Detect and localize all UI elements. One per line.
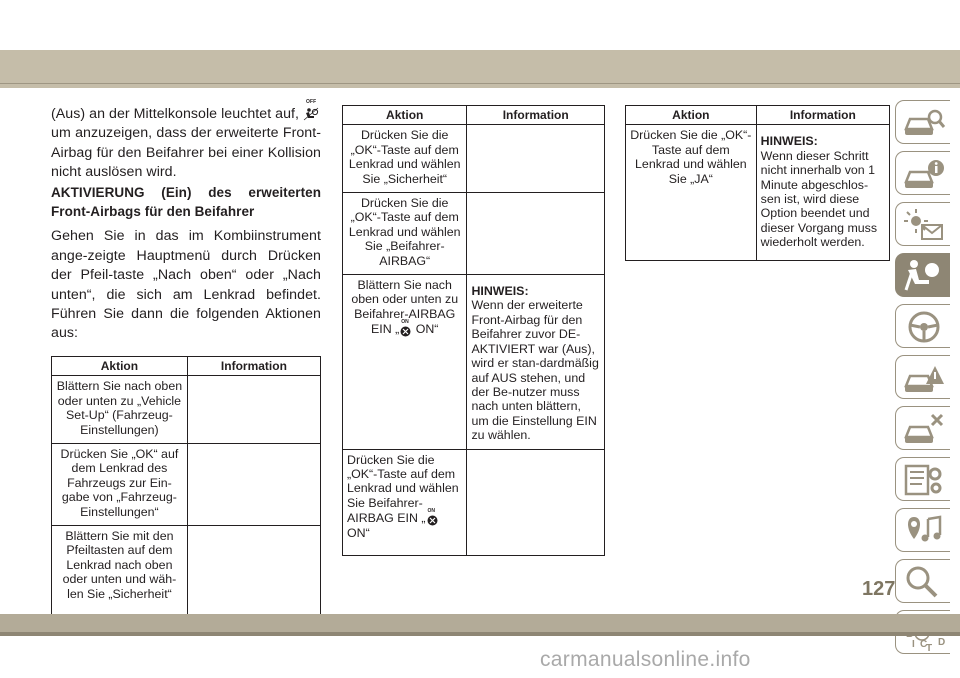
action-cell: Drücken Sie die „OK“-Taste auf dem Lenkrad und wählen Sie „Beifahrer-AIRBAG“ bbox=[343, 193, 467, 275]
action-cell: Blättern Sie mit den Pfeiltasten auf dem Lenkrad nach oben oder unten und wäh-len Sie „Sicherheit“ bbox=[52, 525, 188, 617]
row4-action-before: Drücken Sie die „OK“-Taste auf dem Lenkrad und wählen Sie Beifahrer-AIRBAG EIN „ bbox=[347, 452, 459, 526]
action-cell: Drücken Sie die „OK“-Taste auf dem Lenkrad und wählen Sie „JA“ bbox=[626, 125, 757, 260]
intro-rest: um anzuzeigen, dass der erweiterte Front-Airbag für den Beifahrer bei einer Kollision nicht auslösen wird. bbox=[51, 125, 321, 181]
bottom-decorative-band bbox=[0, 614, 960, 632]
page-number: 127 bbox=[862, 578, 896, 600]
tab-service[interactable] bbox=[895, 406, 950, 450]
tab-warning-lights[interactable] bbox=[895, 202, 950, 246]
info-cell bbox=[756, 125, 889, 260]
note-title: HINWEIS: bbox=[760, 134, 818, 149]
info-cell bbox=[187, 443, 320, 525]
airbag-on-icon: ON bbox=[426, 510, 439, 526]
action-cell bbox=[343, 449, 467, 555]
table1-header-info: Information bbox=[187, 356, 320, 375]
note-text: Wenn dieser Schritt nicht innerhalb von 1 Minute abgeschlos-sen ist, wird diese Option beendet und dieser Vorgang muss wiederholt werden. bbox=[760, 148, 878, 250]
search-index-icon bbox=[902, 564, 946, 600]
tab-specifications[interactable] bbox=[895, 457, 950, 501]
car-search-icon bbox=[902, 105, 946, 141]
tab-steering-wheel[interactable] bbox=[895, 304, 950, 348]
svg-text:D: D bbox=[938, 637, 946, 648]
action-cell bbox=[343, 275, 467, 449]
table-row bbox=[343, 125, 605, 193]
steering-wheel-icon bbox=[902, 309, 946, 345]
table-row bbox=[52, 376, 321, 444]
info-cell bbox=[187, 376, 320, 444]
car-info-icon bbox=[902, 156, 946, 192]
note-title: HINWEIS: bbox=[471, 284, 529, 299]
svg-text:T: T bbox=[926, 643, 933, 651]
action-cell: Drücken Sie die „OK“-Taste auf dem Lenkrad und wählen Sie „Sicherheit“ bbox=[343, 125, 467, 193]
tab-search[interactable] bbox=[895, 559, 950, 603]
actions-table-2 bbox=[342, 105, 605, 556]
instruction-paragraph: Gehen Sie in das im Kombiinstrument ange-zeigte Hauptmenü durch Drücken der Pfeil-taste „Nach oben“ oder „Nach unten“, die sich am Lenkrad befindet. Führen Sie dann die folgenden Aktionen aus: bbox=[51, 228, 321, 342]
tab-multimedia[interactable] bbox=[895, 508, 950, 552]
car-breakdown-icon bbox=[902, 360, 946, 396]
table-row bbox=[52, 525, 321, 617]
airbag-seat-icon bbox=[902, 258, 946, 294]
table-row bbox=[626, 125, 890, 260]
tab-breakdown[interactable] bbox=[895, 355, 950, 399]
column-left bbox=[51, 99, 321, 618]
column-middle bbox=[342, 105, 605, 556]
actions-table-3 bbox=[625, 105, 890, 261]
column-right bbox=[625, 105, 890, 261]
watermark: carmanualsonline.info bbox=[540, 648, 751, 671]
table2-header-action: Aktion bbox=[343, 106, 467, 125]
info-cell bbox=[467, 125, 605, 193]
warning-lights-icon bbox=[902, 207, 946, 243]
action-cell: Blättern Sie nach oben oder unten zu „Vehicle Set-Up“ (Fahrzeug-Einstellungen) bbox=[52, 376, 188, 444]
svg-text:I: I bbox=[912, 639, 915, 650]
chapter-tabs bbox=[895, 100, 950, 661]
car-service-icon bbox=[902, 411, 946, 447]
table2-header-info: Information bbox=[467, 106, 605, 125]
action-cell: Drücken Sie „OK“ auf dem Lenkrad des Fahrzeugs zur Ein-gabe von „Fahrzeug-Einstellungen“ bbox=[52, 443, 188, 525]
table1-header-action: Aktion bbox=[52, 356, 188, 375]
actions-table-1 bbox=[51, 356, 321, 618]
tab-car-search[interactable] bbox=[895, 100, 950, 144]
table-row bbox=[343, 193, 605, 275]
table3-header-action: Aktion bbox=[626, 106, 757, 125]
specifications-icon bbox=[902, 462, 946, 498]
info-cell bbox=[467, 449, 605, 555]
note-text: Wenn der erweiterte Front-Airbag für den Beifahrer zuvor DE-AKTIVIERT war (Aus), wird er stan-dardmäßig auf AUS stehen, und der Be-nutzer muss nach unten blättern, um die Einstellung EIN zu wählen. bbox=[471, 298, 599, 443]
info-cell bbox=[467, 275, 605, 449]
table-row bbox=[343, 275, 605, 449]
bottom-decorative-line bbox=[0, 632, 960, 636]
airbag-off-icon: OFF bbox=[303, 103, 319, 121]
svg-text:C: C bbox=[920, 639, 928, 650]
row3-action-before: Blättern Sie nach oben oder unten zu Beifahrer-AIRBAG EIN „ bbox=[351, 278, 459, 337]
multimedia-icon bbox=[902, 513, 946, 549]
top-decorative-band bbox=[0, 50, 960, 88]
airbag-on-icon: ON bbox=[399, 321, 412, 337]
tab-safety[interactable] bbox=[895, 253, 950, 297]
table3-header-info: Information bbox=[756, 106, 889, 125]
row4-action-after: ON“ bbox=[347, 526, 370, 541]
row3-action-after: ON“ bbox=[412, 322, 439, 337]
table-row bbox=[343, 449, 605, 555]
info-cell bbox=[467, 193, 605, 275]
intro-paragraph bbox=[51, 99, 321, 344]
info-cell bbox=[187, 525, 320, 617]
table-row bbox=[52, 443, 321, 525]
tab-car-info[interactable] bbox=[895, 151, 950, 195]
section-heading: AKTIVIERUNG (Ein) des erweiterten Front-Airbags für den Beifahrer bbox=[51, 184, 321, 220]
intro-line1: (Aus) an der Mittelkonsole leuchtet auf, bbox=[51, 106, 300, 122]
